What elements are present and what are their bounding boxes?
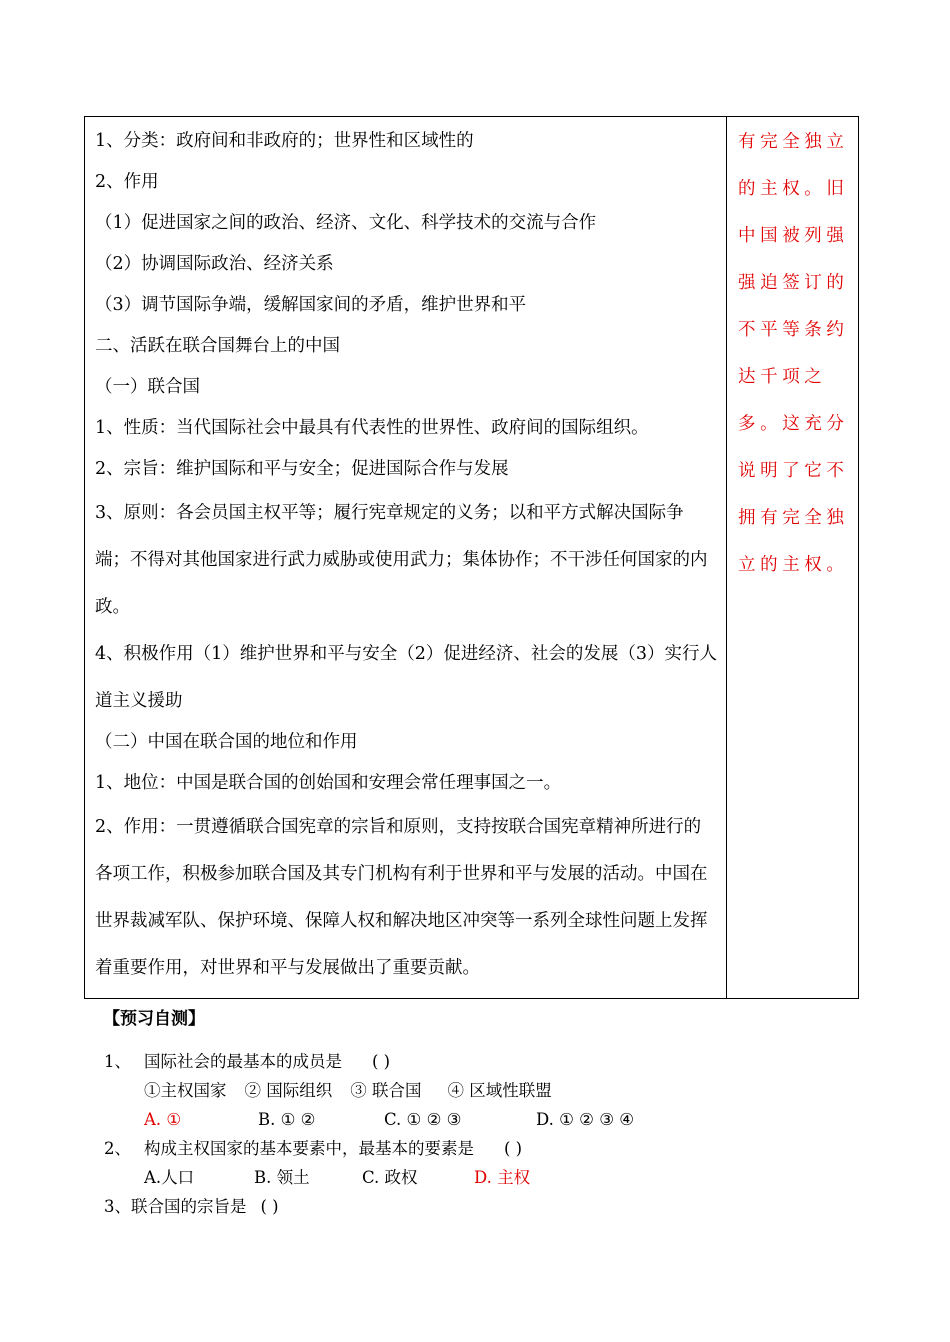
quiz-heading: 【预习自测】 [103,1009,205,1029]
question-2-choices [104,1163,844,1192]
section-heading: 二、活跃在联合国舞台上的中国 [95,336,340,356]
question-1-choices [104,1105,844,1134]
subsection-heading: （二）中国在联合国的地位和作用 [95,732,358,752]
note-line: 1、地位：中国是联合国的创始国和安理会常任理事国之一。 [95,773,562,793]
note-line: （3）调节国际争端，缓解国家间的矛盾，维护世界和平 [95,295,527,315]
subsection-heading: （一）联合国 [95,377,200,397]
answer-blank: ( ) [372,1052,391,1071]
preview-quiz [104,1004,844,1221]
choice-item: C. 政权 [362,1168,418,1187]
notes-table [84,116,859,999]
answer-blank: ( ) [260,1197,279,1216]
choice-answer: A. ① [144,1110,182,1129]
note-line: 3、原则：各会员国主权平等；履行宪章规定的义务；以和平方式解决国际争端；不得对其他国家进行武力威胁或使用武力；集体协作；不干涉任何国家的内政。 [95,503,708,617]
question-text: 联合国的宗旨是 [131,1197,247,1216]
question-3 [104,1192,844,1221]
question-number: 1、 [104,1052,131,1071]
choice-item: C. ① ② ③ [384,1110,462,1129]
choice-item: B. 领土 [254,1168,310,1187]
note-line: （1）促进国家之间的政治、经济、文化、科学技术的交流与合作 [95,213,597,233]
choice-item: B. ① ② [258,1110,316,1129]
note-line: 2、作用：一贯遵循联合国宪章的宗旨和原则，支持按联合国宪章精神所进行的各项工作，积极参加联合国及其专门机构有利于世界和平与发展的活动。中国在世界裁减军队、保护环境、保障人权和解决地区冲突等一系列全球性问题上发挥着重要作用，对世界和平与发展做出了重要贡献。 [95,817,708,978]
choice-item: A.人口 [144,1168,195,1187]
question-number: 2、 [104,1139,131,1158]
question-1 [104,1047,844,1076]
note-line: 2、宗旨：维护国际和平与安全；促进国际合作与发展 [95,459,509,479]
option-item: ② 国际组织 [244,1081,333,1100]
choice-answer: D. 主权 [474,1168,531,1187]
question-text: 构成主权国家的基本要素中，最基本的要素是 [144,1139,474,1158]
note-line: （2）协调国际政治、经济关系 [95,254,334,274]
answer-blank: ( ) [504,1139,523,1158]
option-item: ①主权国家 [144,1081,227,1100]
question-1-options [104,1076,844,1105]
note-line: 4、积极作用（1）维护世界和平与安全（2）促进经济、社会的发展（3）实行人道主义援助 [95,644,718,711]
notes-side-cell [727,117,859,999]
note-line: 1、分类：政府间和非政府的；世界性和区域性的 [95,131,474,151]
note-line: 2、作用 [95,172,159,192]
choice-item: D. ① ② ③ ④ [536,1110,635,1129]
option-item: ③ 联合国 [350,1081,422,1100]
side-note: 有完全独立的主权。旧中国被列强强迫签订的不平等条约达千项之多。这充分说明了它不拥有完全独立的主权。 [738,132,849,575]
option-item: ④ 区域性联盟 [447,1081,552,1100]
notes-main-cell [85,117,727,999]
note-line: 1、性质：当代国际社会中最具有代表性的世界性、政府间的国际组织。 [95,418,649,438]
question-text: 国际社会的最基本的成员是 [144,1052,342,1071]
question-2 [104,1134,844,1163]
question-number: 3、 [104,1197,131,1216]
